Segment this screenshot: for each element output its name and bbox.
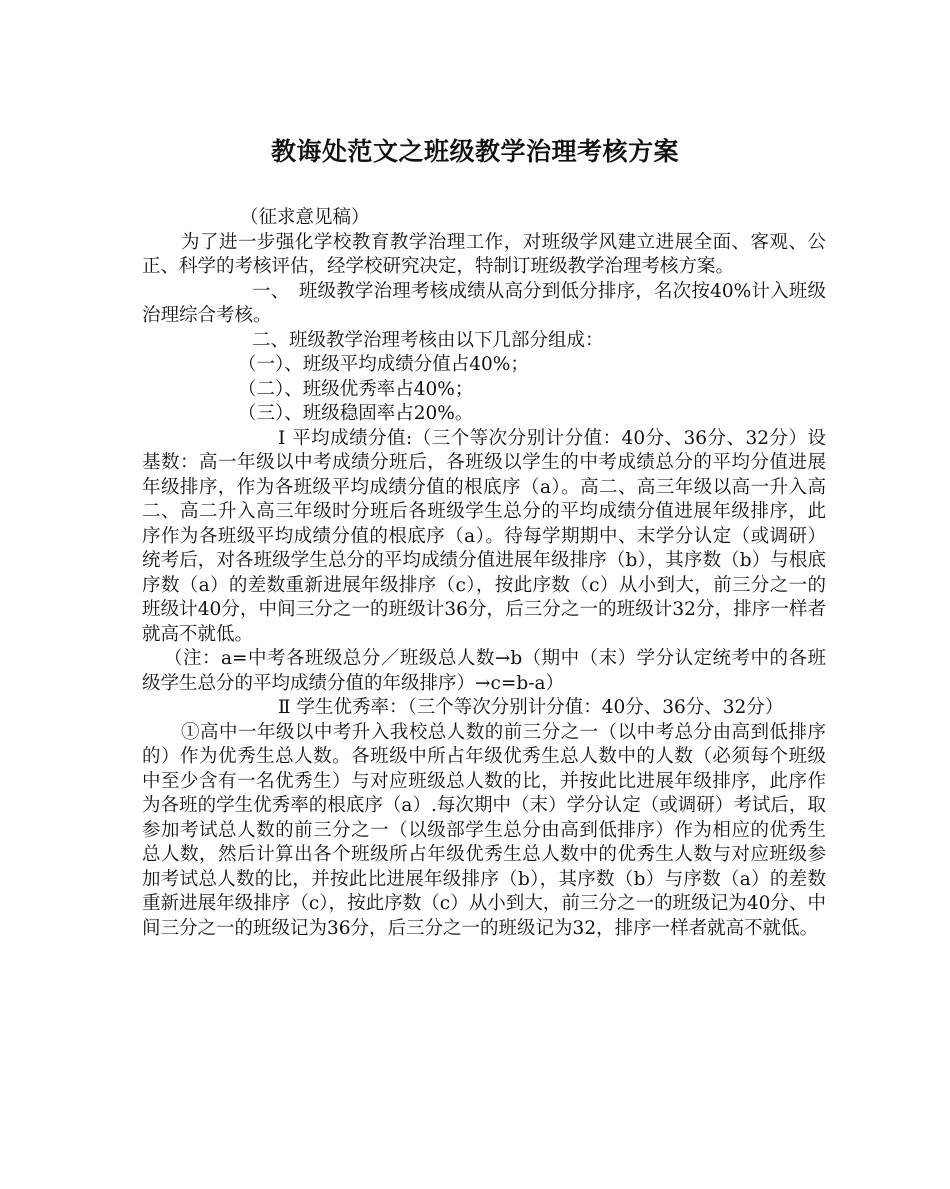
- document-title: 教诲处范文之班级教学治理考核方案: [270, 137, 679, 166]
- draft-note: （征求意见稿）: [240, 207, 370, 228]
- part-two-heading: Ⅱ 学生优秀率：（三个等次分别计分值：40分、36分、32分）: [278, 697, 784, 718]
- intro-paragraph: 为了进一步强化学校教育教学治理工作，对班级学风建立进展全面、客观、公正、科学的考核评估，经学校研究决定，特制订班级教学治理考核方案。: [142, 231, 826, 277]
- part-one-paragraph: Ⅰ 平均成绩分值:（三个等次分别计分值：40分、36分、32分）设基数：高一年级以中考成绩分班后，各班级以学生的中考成绩总分的平均分值进展年级排序，作为各班级平均成绩分值的根底序（a）。高二、高三年级以高一升入高二、高二升入高三年级时分班后各班级学生总分的平均成绩分值进展年级排序，此序作为各班级平均成绩分值的根底序（a）。待每学期期中、末学分认定（或调研）统考后，对各班级学生总分的平均成绩分值进展年级排序（b），其序数（b）与根底序数（a）的差数重新进展年级排序（c），按此序数（c）从小到大，前三分之一的班级计40分，中间三分之一的班级计36分，后三分之一的班级计32分，排序一样者就高不就低。: [142, 427, 826, 645]
- sub-item-1: （一）、班级平均成绩分值占40%；: [238, 354, 529, 375]
- section-one: 一、 班级教学治理考核成绩从高分到低分排序，名次按40%计入班级治理综合考核。: [142, 280, 826, 326]
- section-two-heading: 二、班级教学治理考核由以下几部分组成：: [252, 329, 604, 351]
- part-one-note: （注：a=中考各班级总分／班级总人数→b（期中（末）学分认定统考中的各班级学生总分的平均成绩分值的年级排序）→c=b-a）: [142, 648, 826, 694]
- part-two-item-1: ①高中一年级以中考升入我校总人数的前三分之一（以中考总分由高到低排序的）作为优秀生总人数。各班级中所占年级优秀生总人数中的人数（必须每个班级中至少含有一名优秀生）与对应班级总人数的比，并按此比进展年级排序，此序作为各班的学生优秀率的根底序（a）.每次期中（末）学分认定（或调研）考试后，取参加考试总人数的前三分之一（以级部学生总分由高到低排序）作为相应的优秀生总人数，然后计算出各个班级所占年级优秀生总人数中的优秀生人数与对应班级参加考试总人数的比，并按此比进展年级排序（b），其序数（b）与序数（a）的差数重新进展年级排序（c），按此序数（c）从小到大，前三分之一的班级记为40分、中间三分之一的班级记为36分，后三分之一的班级记为32，排序一样者就高不就低。: [142, 721, 826, 939]
- sub-item-2: （二）、班级优秀率占40%；: [238, 378, 474, 400]
- sub-item-3: （三）、班级稳固率占20%。: [238, 403, 474, 424]
- document-body: [142, 206, 826, 941]
